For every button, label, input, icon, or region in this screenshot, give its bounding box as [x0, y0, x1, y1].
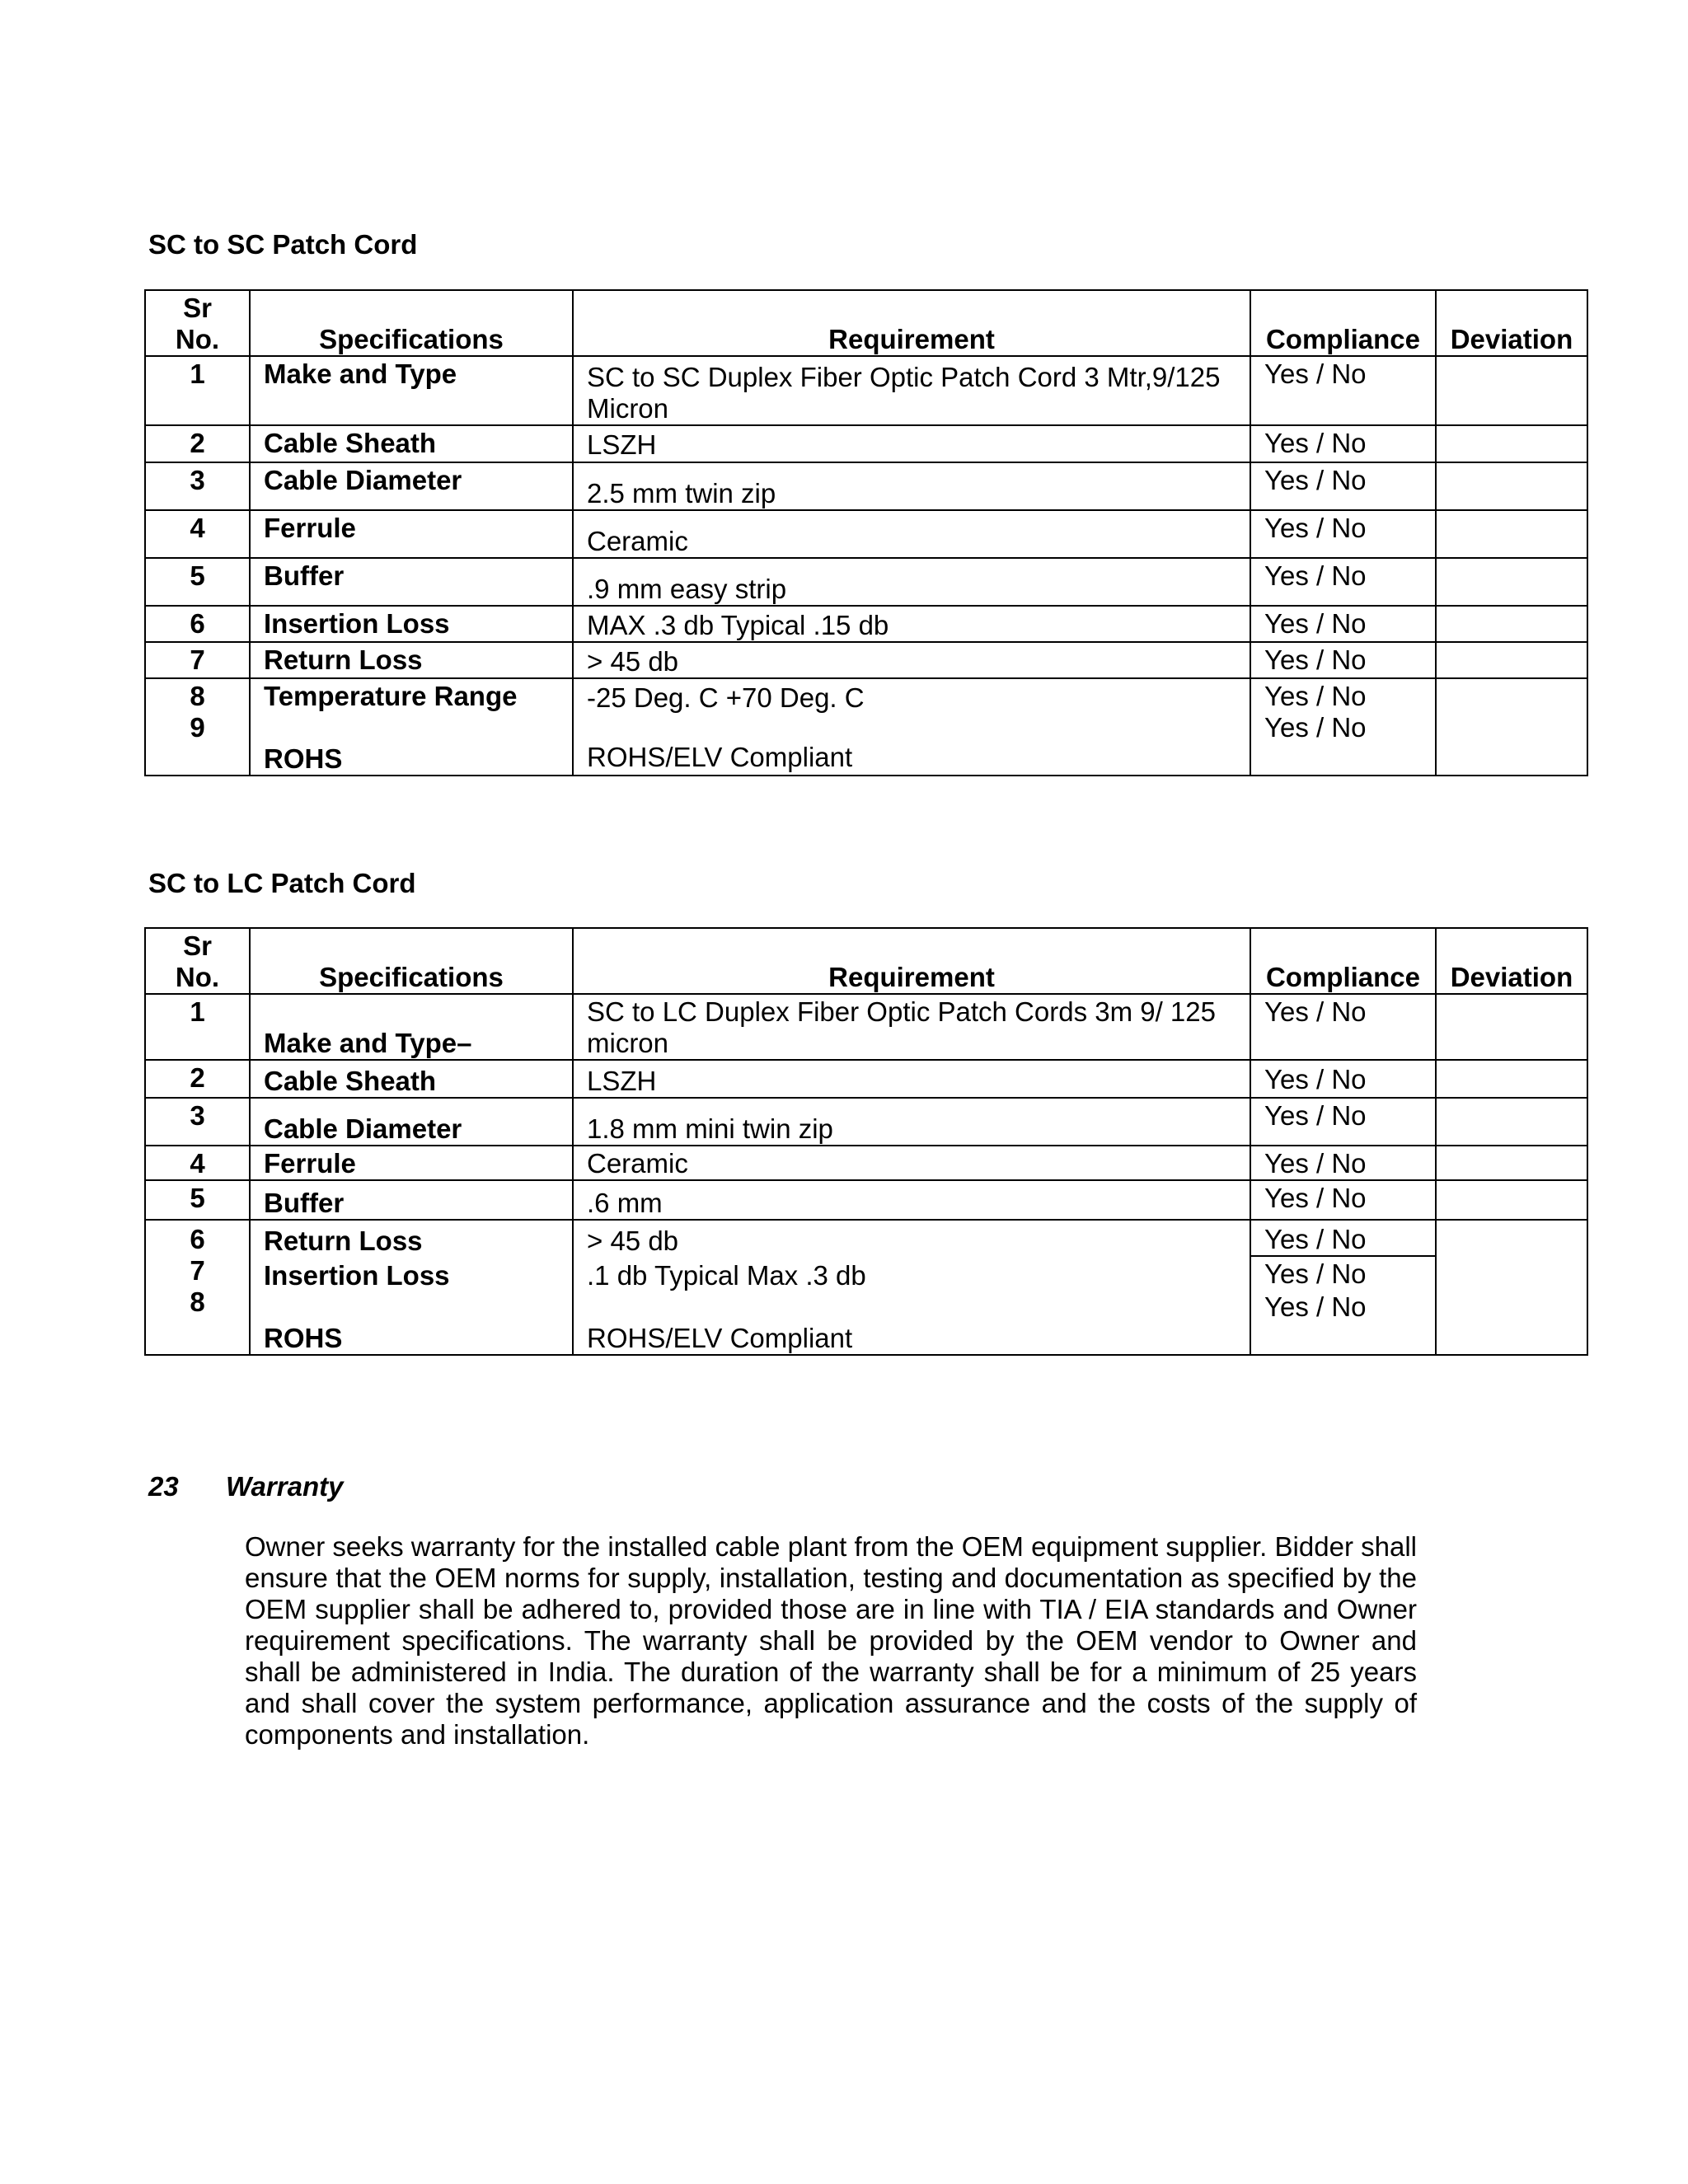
header-requirement: Requirement — [573, 290, 1250, 356]
table-row — [145, 462, 1587, 510]
cell-spec: Buffer — [250, 1180, 573, 1220]
cell-compliance: Yes / No Yes / No Yes / No — [1250, 1220, 1436, 1355]
cell-deviation — [1436, 642, 1587, 678]
cell-compliance: Yes / No — [1250, 606, 1436, 642]
cell-requirement: Ceramic — [573, 1146, 1250, 1180]
cell-spec: Make and Type– — [250, 994, 573, 1060]
cell-spec: Insertion Loss — [250, 606, 573, 642]
table-header-row — [145, 928, 1587, 994]
table-row — [145, 1146, 1587, 1180]
table-row — [145, 356, 1587, 425]
cell-spec: Return Loss — [250, 642, 573, 678]
cell-deviation — [1436, 425, 1587, 462]
cell-spec: Cable Diameter — [250, 1098, 573, 1146]
cell-spec: Buffer — [250, 558, 573, 606]
table1-title: SC to SC Patch Cord — [148, 229, 418, 260]
cell-deviation — [1436, 1180, 1587, 1220]
table-row — [145, 1180, 1587, 1220]
cell-sr: 1 — [145, 994, 250, 1060]
table-row — [145, 606, 1587, 642]
header-sr-no: Sr No. — [145, 290, 250, 356]
table-row — [145, 1060, 1587, 1098]
cell-deviation — [1436, 558, 1587, 606]
cell-compliance: Yes / No — [1250, 510, 1436, 558]
sc-lc-spec-table — [144, 927, 1588, 1356]
cell-spec: Ferrule — [250, 1146, 573, 1180]
cell-compliance: Yes / No — [1250, 558, 1436, 606]
cell-requirement: SC to LC Duplex Fiber Optic Patch Cords 3m 9/ 125 micron — [573, 994, 1250, 1060]
section-number: 23 — [148, 1471, 179, 1502]
cell-requirement: .6 mm — [573, 1180, 1250, 1220]
table-row — [145, 994, 1587, 1060]
cell-requirement: > 45 db .1 db Typical Max .3 db ROHS/ELV Compliant — [573, 1220, 1250, 1355]
warranty-paragraph: Owner seeks warranty for the installed cable plant from the OEM equipment supplier. Bidder shall ensure that the OEM norms for supply, installation, testing and documentation as specified by the OEM supplier shall be adhered to, provided those are in line with TIA / EIA standards and Owner requirement specifications. The warranty shall be provided by the OEM vendor to Owner and shall be administered in India. The duration of the warranty shall be for a minimum of 25 years and shall cover the system performance, application assurance and the costs of the supply of components and installation. — [245, 1531, 1417, 1750]
cell-requirement: .9 mm easy strip — [573, 558, 1250, 606]
table-header-row — [145, 290, 1587, 356]
cell-sr: 5 — [145, 1180, 250, 1220]
table2-title: SC to LC Patch Cord — [148, 868, 416, 898]
cell-deviation — [1436, 1220, 1587, 1355]
cell-deviation — [1436, 356, 1587, 425]
cell-sr: 6 7 8 — [145, 1220, 250, 1355]
cell-requirement: SC to SC Duplex Fiber Optic Patch Cord 3 Mtr,9/125 Micron — [573, 356, 1250, 425]
cell-sr: 1 — [145, 356, 250, 425]
table-row — [145, 1098, 1587, 1146]
sc-sc-spec-table — [144, 289, 1588, 776]
cell-compliance: Yes / No — [1250, 462, 1436, 510]
cell-compliance: Yes / No Yes / No — [1250, 678, 1436, 776]
header-deviation: Deviation — [1436, 928, 1587, 994]
table-row — [145, 642, 1587, 678]
cell-sr: 2 — [145, 1060, 250, 1098]
cell-compliance: Yes / No — [1250, 1098, 1436, 1146]
cell-requirement: LSZH — [573, 1060, 1250, 1098]
cell-compliance: Yes / No — [1250, 425, 1436, 462]
cell-spec: Temperature Range ROHS — [250, 678, 573, 776]
cell-requirement: Ceramic — [573, 510, 1250, 558]
section-title: Warranty — [226, 1471, 344, 1502]
cell-requirement: > 45 db — [573, 642, 1250, 678]
header-sr-no: Sr No. — [145, 928, 250, 994]
cell-compliance: Yes / No — [1250, 642, 1436, 678]
cell-spec: Cable Sheath — [250, 1060, 573, 1098]
cell-sr: 2 — [145, 425, 250, 462]
cell-requirement: 2.5 mm twin zip — [573, 462, 1250, 510]
header-compliance: Compliance — [1250, 928, 1436, 994]
cell-spec: Make and Type — [250, 356, 573, 425]
header-requirement: Requirement — [573, 928, 1250, 994]
cell-deviation — [1436, 1146, 1587, 1180]
table-row — [145, 558, 1587, 606]
cell-deviation — [1436, 606, 1587, 642]
cell-sr: 5 — [145, 558, 250, 606]
table-row — [145, 678, 1587, 776]
cell-compliance: Yes / No — [1250, 1180, 1436, 1220]
table-row — [145, 510, 1587, 558]
cell-sr: 6 — [145, 606, 250, 642]
cell-deviation — [1436, 462, 1587, 510]
cell-sr: 4 — [145, 510, 250, 558]
cell-deviation — [1436, 510, 1587, 558]
cell-sr: 4 — [145, 1146, 250, 1180]
cell-compliance: Yes / No — [1250, 994, 1436, 1060]
table-row — [145, 1220, 1587, 1355]
header-deviation: Deviation — [1436, 290, 1587, 356]
cell-requirement: LSZH — [573, 425, 1250, 462]
cell-requirement: MAX .3 db Typical .15 db — [573, 606, 1250, 642]
cell-sr: 7 — [145, 642, 250, 678]
cell-spec: Ferrule — [250, 510, 573, 558]
cell-requirement: 1.8 mm mini twin zip — [573, 1098, 1250, 1146]
cell-sr: 8 9 — [145, 678, 250, 776]
cell-deviation — [1436, 678, 1587, 776]
cell-deviation — [1436, 1060, 1587, 1098]
cell-sr: 3 — [145, 1098, 250, 1146]
cell-compliance: Yes / No — [1250, 1060, 1436, 1098]
table-row — [145, 425, 1587, 462]
header-specifications: Specifications — [250, 928, 573, 994]
cell-spec: Cable Diameter — [250, 462, 573, 510]
cell-spec: Cable Sheath — [250, 425, 573, 462]
cell-sr: 3 — [145, 462, 250, 510]
header-specifications: Specifications — [250, 290, 573, 356]
cell-deviation — [1436, 994, 1587, 1060]
cell-deviation — [1436, 1098, 1587, 1146]
cell-compliance: Yes / No — [1250, 356, 1436, 425]
cell-requirement: -25 Deg. C +70 Deg. C ROHS/ELV Compliant — [573, 678, 1250, 776]
cell-compliance: Yes / No — [1250, 1146, 1436, 1180]
cell-spec: Return Loss Insertion Loss ROHS — [250, 1220, 573, 1355]
warranty-heading — [148, 1471, 343, 1502]
header-compliance: Compliance — [1250, 290, 1436, 356]
